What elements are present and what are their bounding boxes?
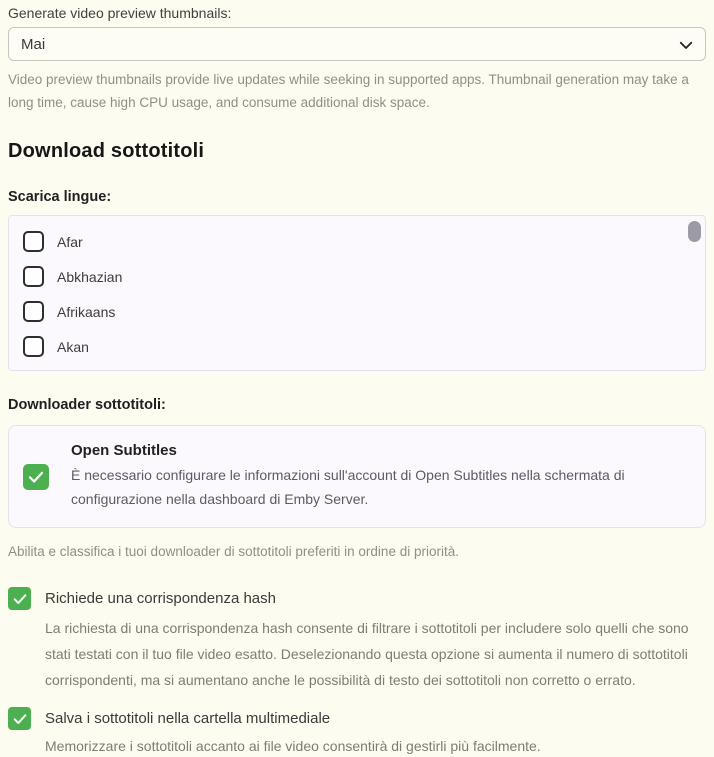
thumbnails-select[interactable]	[8, 27, 706, 61]
language-checkbox-row[interactable]	[23, 259, 705, 294]
language-checkbox-row[interactable]	[23, 294, 705, 329]
checkbox-unchecked-icon[interactable]	[23, 231, 44, 252]
checkbox-unchecked-icon[interactable]	[23, 266, 44, 287]
option-save-subtitles-media-folder	[8, 707, 706, 757]
downloader-card-open-subtitles[interactable]	[8, 425, 706, 528]
option-description: La richiesta di una corrispondenza hash consente di filtrare i sottotitoli per includere solo quelli che sono stati testati con il tuo file video esatto. Deselezionando questa opzione si aumenta il numero di sottotitoli corrispondenti, ma si aumentano anche le possibilità di testo dei sottotitoli non corretto o errato.	[45, 620, 689, 688]
scrollbar-thumb[interactable]	[688, 221, 701, 242]
downloader-body	[71, 442, 691, 511]
thumbnails-field-label: Generate video preview thumbnails:	[8, 5, 232, 21]
language-checkbox-row[interactable]	[23, 224, 705, 259]
option-label: Richiede una corrispondenza hash	[45, 590, 276, 607]
language-label: Afar	[57, 233, 83, 250]
download-languages-label: Scarica lingue:	[8, 189, 112, 205]
checkbox-checked-icon[interactable]	[8, 707, 31, 730]
subtitle-downloaders-label: Downloader sottotitoli:	[8, 397, 166, 413]
checkbox-checked-icon[interactable]	[8, 587, 31, 610]
option-require-hash-match	[8, 587, 706, 693]
option-description: Memorizzare i sottotitoli accanto ai file video consentirà di gestirli più facilmente.	[45, 738, 541, 754]
checkbox-checked-icon[interactable]	[23, 464, 49, 490]
checkbox-unchecked-icon[interactable]	[23, 336, 44, 357]
thumbnails-select-value: Mai	[21, 35, 46, 53]
downloader-description: È necessario configurare le informazioni sull'account di Open Subtitles nella schermata di configurazione nella dashboard di Emby Server.	[71, 467, 625, 507]
languages-listbox[interactable]	[8, 215, 706, 371]
option-label: Salva i sottotitoli nella cartella multimediale	[45, 710, 331, 727]
downloader-name: Open Subtitles	[71, 442, 177, 459]
checkbox-unchecked-icon[interactable]	[23, 301, 44, 322]
language-label: Afrikaans	[57, 303, 116, 320]
subtitles-section-title: Download sottotitoli	[8, 140, 205, 162]
option-checkbox-row[interactable]	[8, 707, 706, 730]
option-checkbox-row[interactable]	[8, 587, 706, 610]
downloaders-helper-text: Abilita e classifica i tuoi downloader di sottotitoli preferiti in ordine di priorità.	[8, 544, 459, 559]
language-checkbox-row[interactable]	[23, 329, 705, 364]
language-label: Akan	[57, 338, 89, 355]
chevron-down-icon	[677, 36, 695, 54]
thumbnails-helper-text: Video preview thumbnails provide live updates while seeking in supported apps. Thumbnail generation may take a long time, cause high CPU usage, and consume additional disk space.	[8, 72, 689, 110]
language-label: Abkhazian	[57, 268, 123, 285]
